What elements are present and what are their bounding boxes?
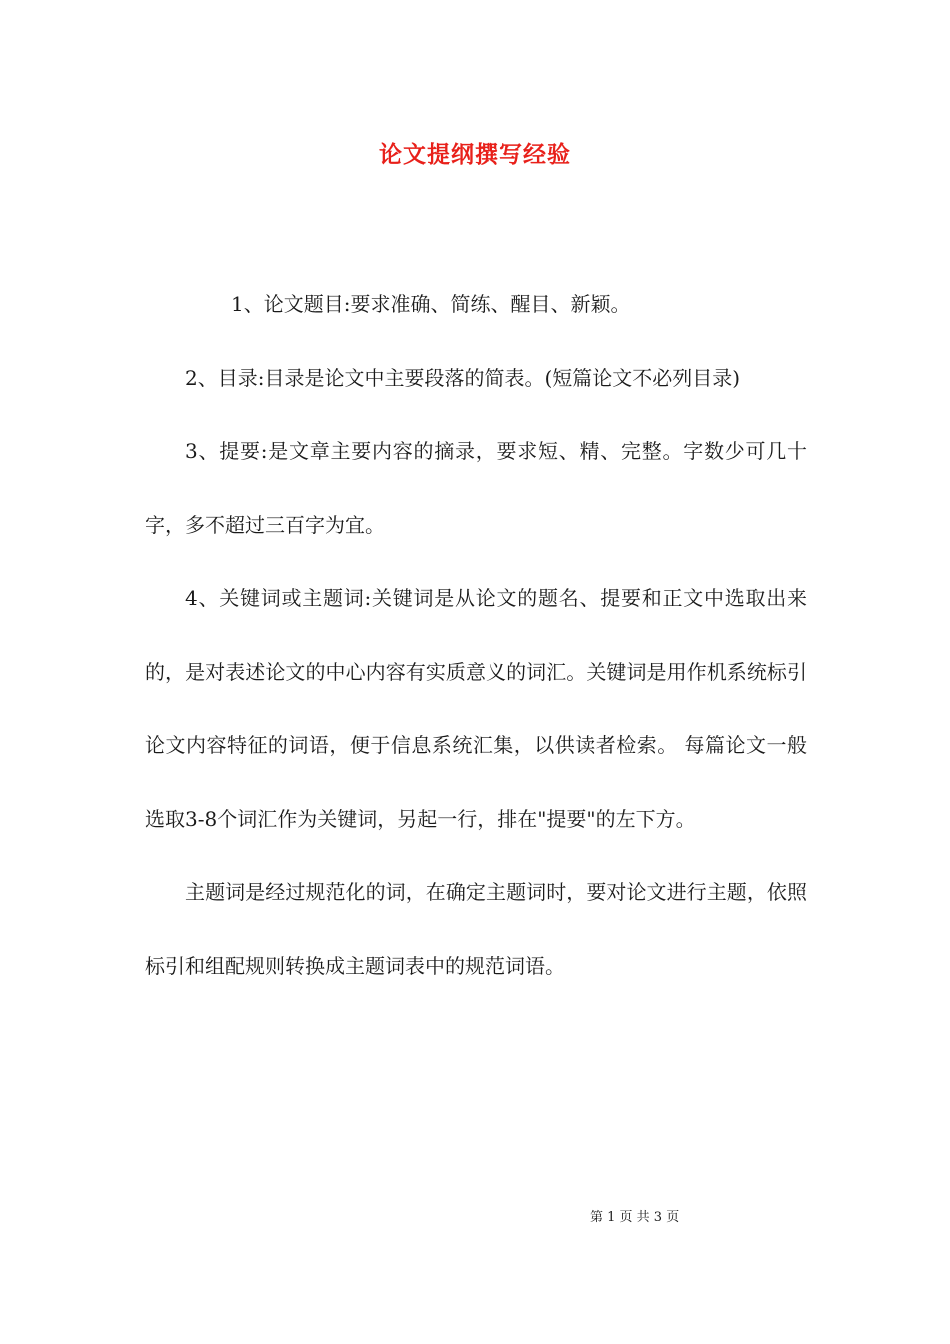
page-number-footer: 第 1 页 共 3 页 (590, 1210, 680, 1225)
paragraph-abstract: 3、提要:是文章主要内容的摘录，要求短、精、完整。字数少可几十字，多不超过三百字为宜。 (145, 439, 807, 537)
document-title: 论文提纲撰写经验 (379, 141, 571, 168)
paragraph-keywords: 4、关键词或主题词:关键词是从论文的题名、提要和正文中选取出来的，是对表述论文的中心内容有实质意义的词汇。关键词是用作机系统标引论文内容特征的词语，便于信息系统汇集，以供读者检索。 每篇论文一般选取3-8个词汇作为关键词，另起一行，排在"提要"的左下方。 (145, 586, 807, 831)
paragraph-subject-terms: 主题词是经过规范化的词，在确定主题词时，要对论文进行主题，依照标引和组配规则转换成主题词表中的规范词语。 (145, 880, 807, 978)
document-body (145, 268, 807, 1003)
paragraph-title-requirement: 1、论文题目:要求准确、简练、醒目、新颖。 (231, 292, 631, 316)
paragraph-table-of-contents: 2、目录:目录是论文中主要段落的简表。(短篇论文不必列目录) (185, 365, 741, 390)
